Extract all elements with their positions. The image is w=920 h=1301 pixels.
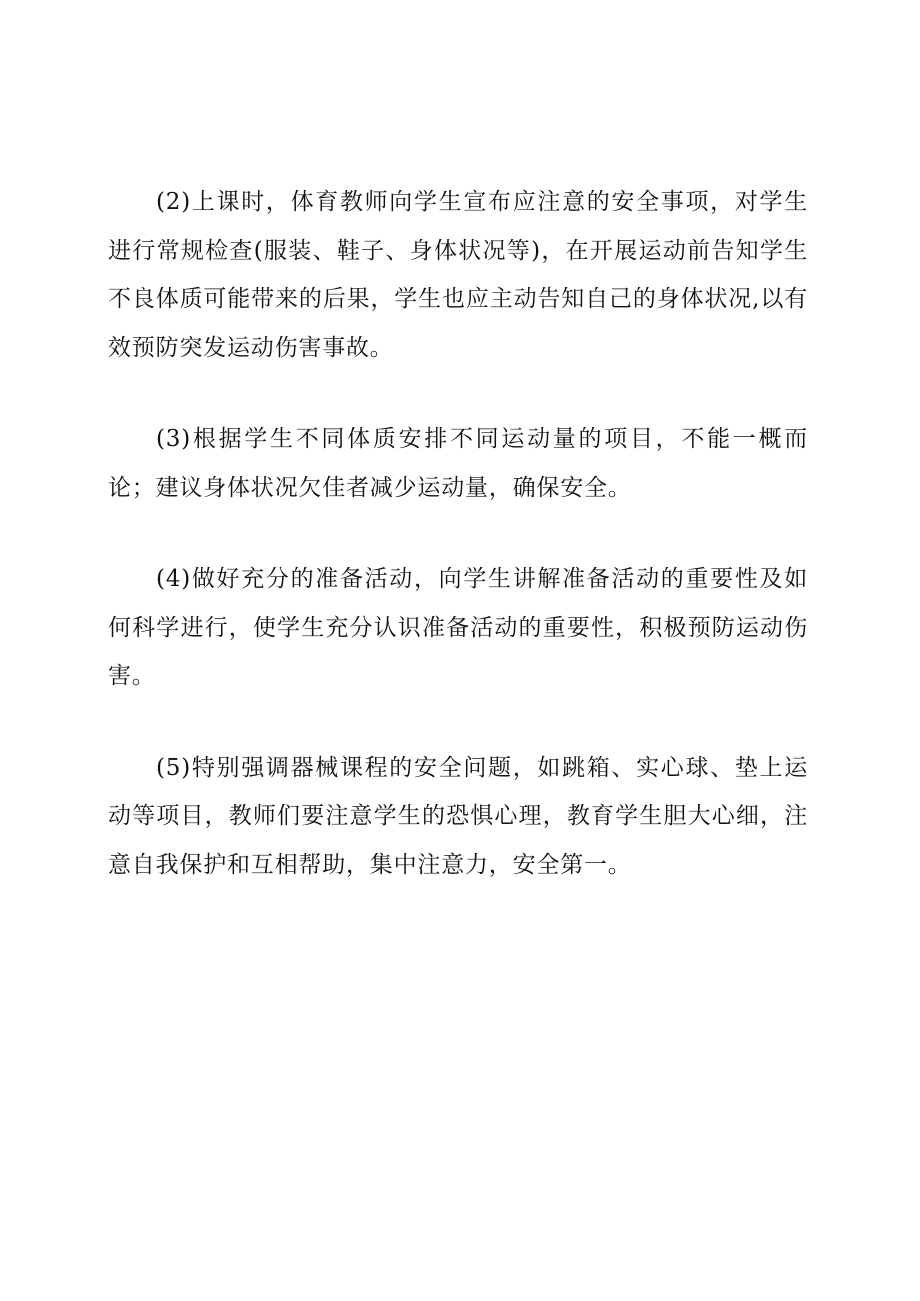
paragraph-item-3: (3)根据学生不同体质安排不同运动量的项目，不能一概而论；建议身体状况欠佳者减少运动量，确保安全。 <box>108 426 808 501</box>
document-body <box>108 178 808 889</box>
paragraph-item-4: (4)做好充分的准备活动，向学生讲解准备活动的重要性及如何科学进行，使学生充分认识准备活动的重要性，积极预防运动伤害。 <box>108 566 808 689</box>
paragraph-item-5: (5)特别强调器械课程的安全问题，如跳箱、实心球、垫上运动等项目，教师们要注意学生的恐惧心理，教育学生胆大心细，注意自我保护和互相帮助，集中注意力，安全第一。 <box>108 754 808 878</box>
paragraph-item-2: (2)上课时，体育教师向学生宣布应注意的安全事项，对学生进行常规检查(服装、鞋子、身体状况等)，在开展运动前告知学生不良体质可能带来的后果，学生也应主动告知自己的身体状况,以有效预防突发运动伤害事故。 <box>108 189 808 361</box>
